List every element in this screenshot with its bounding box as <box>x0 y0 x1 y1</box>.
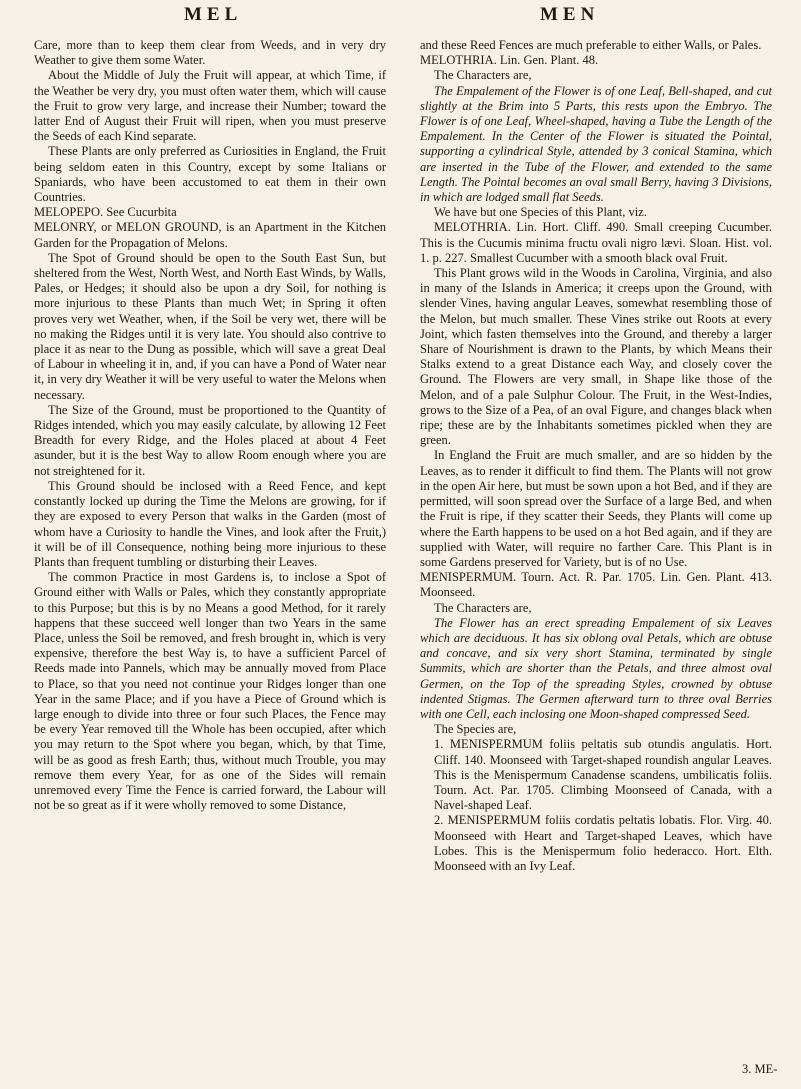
entry-heading: MELONRY, or MELON GROUND, is an Apartment in the Kitchen Garden for the Propagation of Melons. <box>34 220 386 250</box>
paragraph: This Ground should be inclosed with a Reed Fence, and kept constantly locked up during the Time the Melons are growing, for if they are exposed to every Person that walks in the Garden (most of whom have a Curiosity to handle the Vines, and look after the Fruit,) it will be of ill Consequence, nothing being more injurious to these Plants than frequent tumbling or disturbing their Leaves. <box>34 478 386 569</box>
paragraph: These Plants are only preferred as Curiosities in England, the Fruit being seldom eaten in this Country, except by some Italians or Spaniards, who have been accustomed to eat them in their own Countries. <box>34 144 386 205</box>
paragraph: The common Practice in most Gardens is, to inclose a Spot of Ground either with Walls or Pales, which they constantly appropriate to this Purpose; but this is by no Means a good Method, for it rarely happens that these succeed well longer than two Years in the same Place, unless the Soil be removed, and fresh brought in, which is very expensive, therefore the best Way is, to have a sufficient Parcel of Reeds made into Pannels, which may be annually moved from Place to Place, so that you need not continue your Ridges longer than one Year in the same Place; and if you have a Piece of Ground which is large enough to divide into three or four such Places, the Fence may be every Year removed till the Whole has been occupied, after which you may return to the Spot where you began, which, by that Time, will be as good as fresh Earth; thus, without much Trouble, you may remove them every Year, for as one of the Sides will remain unremoved every Time the Fence is carried forward, the Labour will not be so great as if it were wholly removed to some Distance, <box>34 570 386 813</box>
characters-label: The Characters are, <box>434 600 532 615</box>
right-column <box>420 38 772 874</box>
species-label: The Species are, <box>434 722 517 737</box>
paragraph: About the Middle of July the Fruit will appear, at which Time, if the Weather be very dry, you must often water them, which will cause the Fruit to grow very large, and increase their Number; toward the latter End of August their Fruit will ripen, when you must preserve the Seeds of each Kind separate. <box>34 68 386 144</box>
species-entry: 1. MENISPERMUM foliis peltatis sub otundis angulatis. Hort. Cliff. 140. Moonseed with Target-shaped roundish angular Leaves. This is the Menispermum Canadense scandens, umbilicatis foliis. Tourn. Act. Par. 1705. Climbing Moonseed of Canada, with a Navel-shaped Leaf. <box>434 737 772 813</box>
entry-heading: MELOTHRIA. Lin. Gen. Plant. 48. <box>420 53 599 68</box>
header-left: MEL <box>184 4 243 25</box>
characters-text: The Flower has an erect spreading Empalement of six Leaves which are deciduous. It has six oblong oval Petals, which are obtuse and concave, and six very short Stamina, terminated by single Summits, which are shorter than the Petals, and three almost oval Germen, on the Top of the spreading Styles, crowned by obtuse indented Stigmas. The Germen afterward turn to three oval Berries with one Cell, each inclosing one Moon-shaped compressed Seed. <box>420 615 772 721</box>
characters-label: The Characters are, <box>434 68 532 83</box>
paragraph: In England the Fruit are much smaller, and are so hidden by the Leaves, as to render it difficult to find them. The Plants will not grow in the open Air here, but must be sown upon a hot Bed, and if they are permitted, will soon spread over the Surface of a large Bed, and when the Fruit is ripe, if they scatter their Seeds, they Plants will come up where the Earth happens to be used on a hot Bed again, and if they are supplied with Water, will require no farther Care. This Plant is in some Gardens preserved for Variety, but is of no Use. <box>420 448 772 569</box>
left-column <box>34 38 386 813</box>
header-right: MEN <box>540 4 600 25</box>
paragraph: We have but one Species of this Plant, viz. <box>434 205 647 220</box>
characters-text: The Empalement of the Flower is of one Leaf, Bell-shaped, and cut slightly at the Brim into 5 Parts, this rests upon the Embryo. The Flower is of one Leaf, Wheel-shaped, having a Tube the Length of the Empalement. In the Center of the Flower is situated the Pointal, supporting a cylindrical Style, attended by 3 conical Stamina, which are inserted in the Tube of the Flower, and extended to the same Length. The Pointal becomes an oval small Berry, having 3 Divisions, in which are lodged small flat Seeds. <box>420 83 772 205</box>
catchword: 3. ME- <box>742 1062 778 1076</box>
entry-heading: MENISPERMUM. Tourn. Act. R. Par. 1705. Lin. Gen. Plant. 413. Moonseed. <box>420 570 772 600</box>
species-entry: MELOTHRIA. Lin. Hort. Cliff. 490. Small creeping Cucumber. This is the Cucumis minima fructu ovali nigro lævi. Sloan. Hist. vol. 1. p. 227. Smallest Cucumber with a smooth black oval Fruit. <box>420 220 772 265</box>
running-header <box>34 0 767 32</box>
paragraph: Care, more than to keep them clear from Weeds, and in very dry Weather to give them some Water. <box>34 38 386 68</box>
entry-heading: MELOPEPO. See Cucurbita <box>34 205 177 220</box>
species-entry: 2. MENISPERMUM foliis cordatis peltatis lobatis. Flor. Virg. 40. Moonseed with Heart and Target-shaped Leaves, which have Lobes. This is the Menispermum folio hederacco. Hort. Elth. Moonseed with an Ivy Leaf. <box>434 813 772 873</box>
paragraph: This Plant grows wild in the Woods in Carolina, Virginia, and also in many of the Islands in America; it creeps upon the Ground, with slender Vines, having angular Leaves, somewhat resembling those of the Melon, but much smaller. These Vines strike out Roots at every Joint, which fasten themselves into the Ground, and thereby a larger Share of Nourishment is drawn to the Plants, by which Means their Stalks extend to a great Distance each Way, and closely cover the Ground. The Flowers are very small, in Shape like those of the Melon, and of a pale Sulphur Colour. The Fruit, in the West-Indies, grows to the Size of a Pea, of an oval Figure, and changes black when ripe; these are by the Inhabitants sometimes pickled when they are green. <box>420 266 772 448</box>
paragraph: and these Reed Fences are much preferable to either Walls, or Pales. <box>420 38 762 52</box>
paragraph: The Spot of Ground should be open to the South East Sun, but sheltered from the West, North West, and North East Winds, by Walls, Pales, or Hedges; it should also be upon a dry Soil, for nothing is more injurious to these Plants than much Wet; in Spring it often proves very wet Weather, when, if the Soil be very wet, there will be no making the Ridges until it is very late. You should also contrive to place it as near to the Dung as possible, which will save a great Deal of Labour in wheeling it in, and, if you can have a Pond of Water near it, in very dry Weather it will be very useful to water the Melons when necessary. <box>34 250 386 402</box>
paragraph: The Size of the Ground, must be proportioned to the Quantity of Ridges intended, which you may easily calculate, by allowing 12 Feet Breadth for every Ridge, and the Holes placed at about 4 Feet asunder, but it is the best Way to allow Room enough where you are not streightened for it. <box>34 402 386 478</box>
